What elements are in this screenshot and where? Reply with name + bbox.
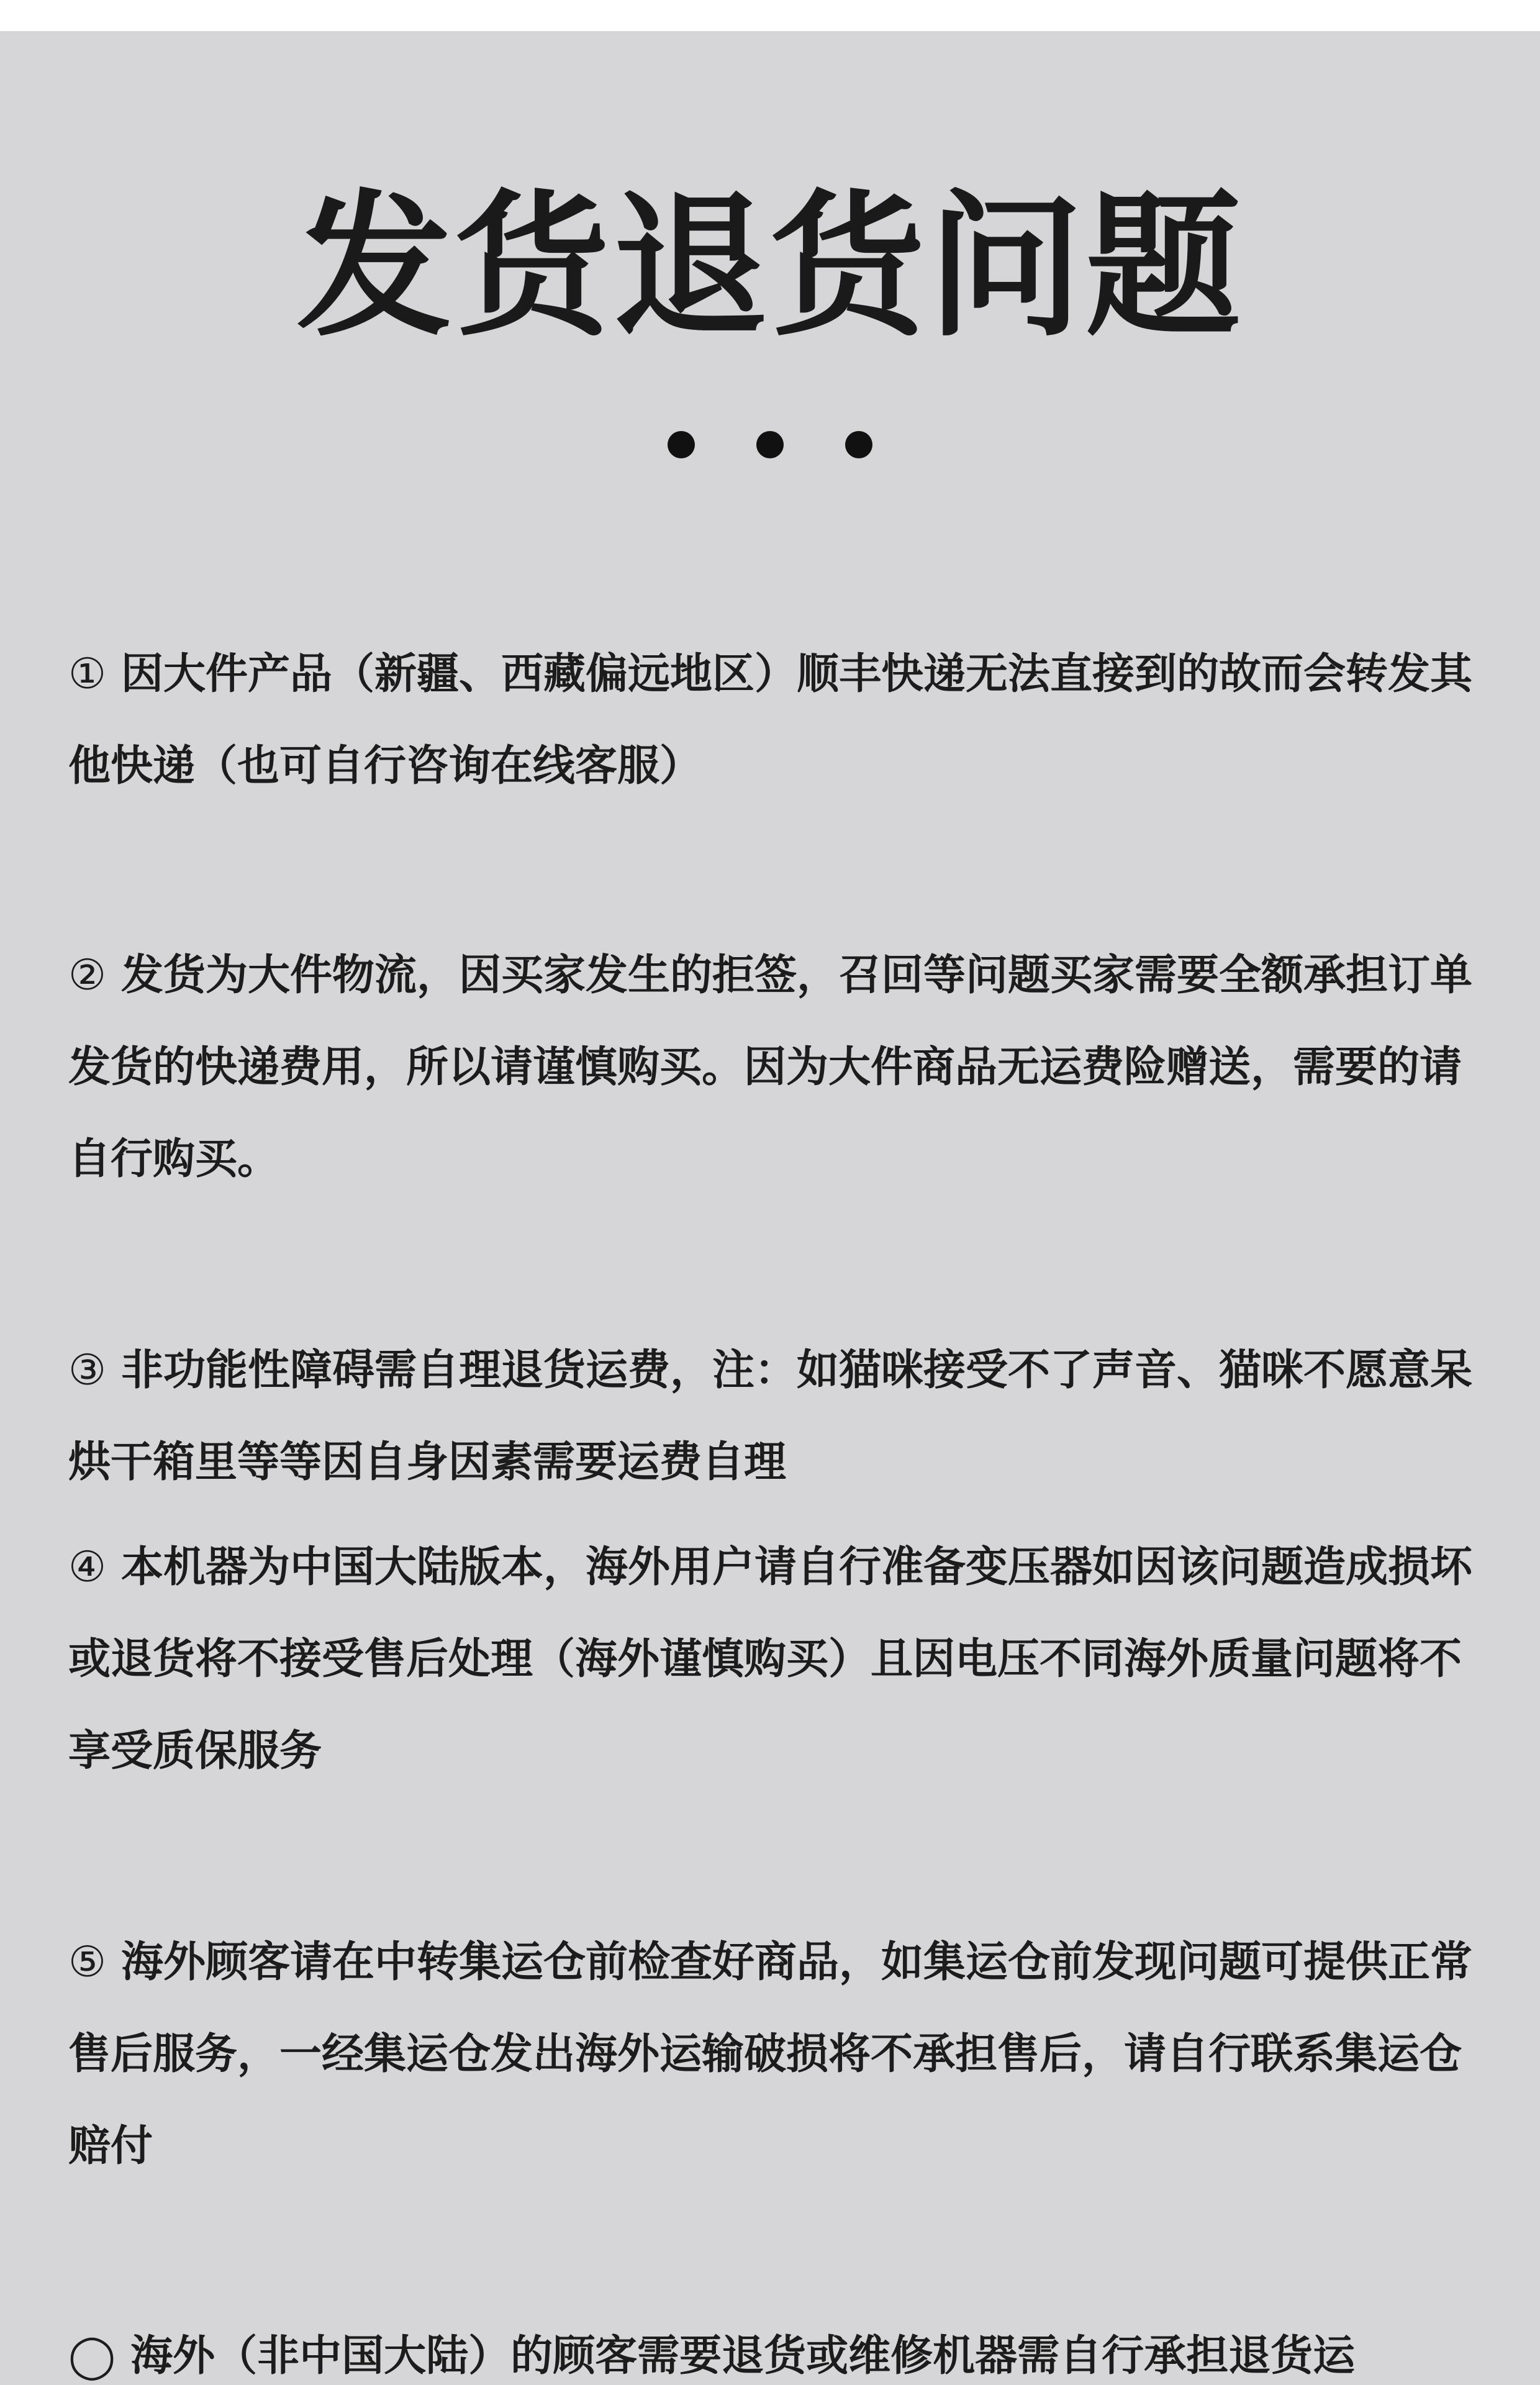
number-marker: ⑤ [68, 1938, 106, 1987]
content-panel [0, 31, 1540, 2385]
top-white-strip [0, 0, 1540, 31]
number-marker: ② [68, 951, 106, 1000]
notice-item-2 [68, 930, 1503, 1206]
number-marker: ◯ [68, 2332, 116, 2381]
ellipsis-dots [668, 431, 872, 462]
notice-item-1 [68, 629, 1503, 812]
notice-item-3 [68, 1325, 1503, 1509]
number-marker: ① [68, 650, 106, 699]
notice-item-4 [68, 1522, 1503, 1797]
notice-text: 非功能性障碍需自理退货运费，注：如猫咪接受不了声音、猫咪不愿意呆烘干箱里等等因自身因素需要运费自理 [68, 1346, 1472, 1487]
notice-text: 发货为大件物流，因买家发生的拒签，召回等问题买家需要全额承担订单发货的快递费用，所以请谨慎购买。因为大件商品无运费险赠送，需要的请自行购买。 [68, 951, 1472, 1184]
notice-item-5 [68, 1917, 1503, 2192]
notice-text: 本机器为中国大陆版本，海外用户请自行准备变压器如因该问题造成损坏或退货将不接受售后处理（海外谨慎购买）且因电压不同海外质量问题将不享受质保服务 [68, 1543, 1472, 1776]
notice-text: 海外（非中国大陆）的顾客需要退货或维修机器需自行承担退货运 [130, 2332, 1356, 2381]
dot-icon [756, 431, 784, 458]
number-marker: ④ [68, 1543, 106, 1592]
notice-text: 海外顾客请在中转集运仓前检查好商品，如集运仓前发现问题可提供正常售后服务，一经集运仓发出海外运输破损将不承担售后，请自行联系集运仓赔付 [68, 1938, 1472, 2171]
dot-icon [845, 431, 872, 458]
notice-item-6 [68, 2310, 1503, 2385]
page-title: 发货退货问题 [297, 176, 1243, 357]
notice-text: 因大件产品（新疆、西藏偏远地区）顺丰快递无法直接到的故而会转发其他快递（也可自行咨询在线客服） [68, 650, 1472, 791]
dot-icon [668, 431, 695, 458]
number-marker: ③ [68, 1346, 106, 1395]
